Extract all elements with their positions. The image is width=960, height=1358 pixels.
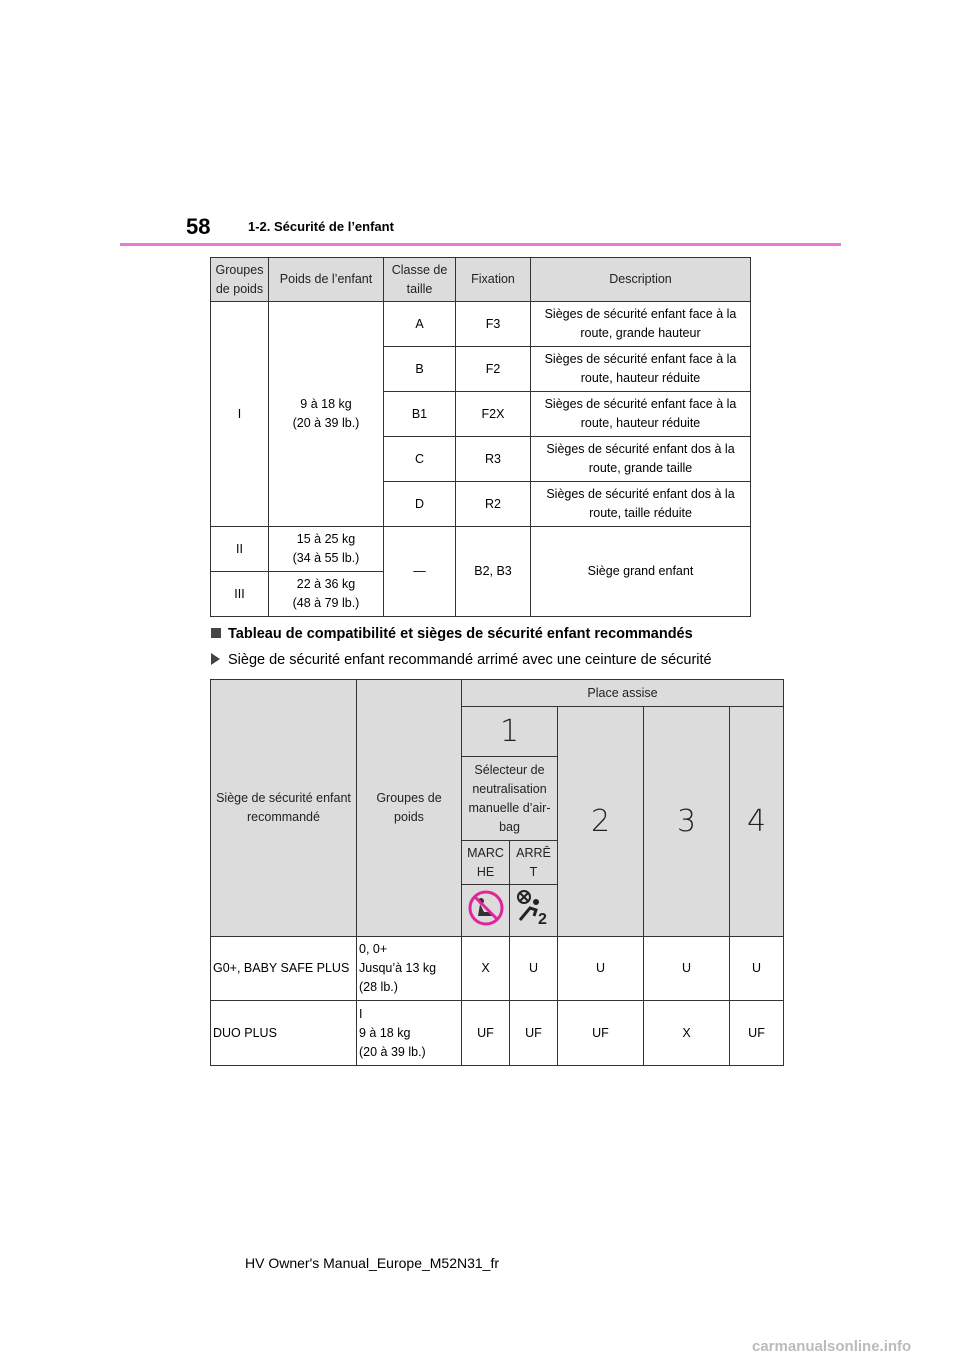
seat-model-cell: G0+, BABY SAFE PLUS <box>211 937 357 1001</box>
fixation-cell: B2, B3 <box>456 527 531 617</box>
header-rule <box>120 243 841 246</box>
group-cell: III <box>211 572 269 617</box>
col-header-fixation: Fixation <box>456 258 531 302</box>
section-heading: Tableau de compatibilité et sièges de sécurité enfant recommandés <box>211 626 693 642</box>
seat-4-icon: 4 <box>730 707 784 937</box>
value-cell: U <box>730 937 784 1001</box>
group-cell: 0, 0+ Jusqu’à 13 kg (28 lb.) <box>357 937 462 1001</box>
fixation-cell: F2X <box>456 392 531 437</box>
col-header-size-class: Classe de taille <box>384 258 456 302</box>
svg-text:2: 2 <box>537 910 547 928</box>
place-assise-header: Place assise <box>462 680 784 707</box>
value-cell: UF <box>462 1001 510 1066</box>
class-cell: — <box>384 527 456 617</box>
weight-cell: 15 à 25 kg (34 à 55 lb.) <box>269 527 384 572</box>
fixation-cell: R3 <box>456 437 531 482</box>
class-cell: A <box>384 302 456 347</box>
airbag-off-icon <box>462 885 510 937</box>
seat-model-cell: DUO PLUS <box>211 1001 357 1066</box>
description-cell: Sièges de sécurité enfant face à la route, hauteur réduite <box>531 347 751 392</box>
triangle-bullet-icon <box>211 653 220 665</box>
on-label: MARC HE <box>462 841 510 885</box>
sub-heading: Siège de sécurité enfant recommandé arrimé avec une ceinture de sécurité <box>211 652 712 668</box>
seat-1-icon: 1 <box>462 707 558 757</box>
footer-text: HV Owner's Manual_Europe_M52N31_fr <box>245 1255 500 1271</box>
class-cell: B1 <box>384 392 456 437</box>
value-cell: U <box>644 937 730 1001</box>
col-header-weight: Poids de l’enfant <box>269 258 384 302</box>
description-cell: Sièges de sécurité enfant face à la route, grande hauteur <box>531 302 751 347</box>
weight-cell: 9 à 18 kg (20 à 39 lb.) <box>269 302 384 527</box>
col-header-description: Description <box>531 258 751 302</box>
class-cell: C <box>384 437 456 482</box>
col-header-groups: Groupes de poids <box>357 680 462 937</box>
weight-cell: 22 à 36 kg (48 à 79 lb.) <box>269 572 384 617</box>
description-cell: Sièges de sécurité enfant dos à la route, grande taille <box>531 437 751 482</box>
group-cell: II <box>211 527 269 572</box>
seat-3-icon: 3 <box>644 707 730 937</box>
value-cell: U <box>558 937 644 1001</box>
value-cell: UF <box>510 1001 558 1066</box>
size-class-table <box>210 257 751 617</box>
value-cell: X <box>644 1001 730 1066</box>
col-header-seat: Siège de sécurité enfant recommandé <box>211 680 357 937</box>
fixation-cell: F3 <box>456 302 531 347</box>
value-cell: U <box>510 937 558 1001</box>
seat-2-icon: 2 <box>558 707 644 937</box>
fixation-cell: F2 <box>456 347 531 392</box>
compatibility-table <box>210 679 784 1066</box>
section-title: 1-2. Sécurité de l’enfant <box>248 219 394 234</box>
fixation-cell: R2 <box>456 482 531 527</box>
description-cell: Sièges de sécurité enfant face à la route, hauteur réduite <box>531 392 751 437</box>
group-cell: I <box>211 302 269 527</box>
airbag-selector-label: Sélecteur de neutralisation manuelle d’air- bag <box>462 757 558 841</box>
value-cell: UF <box>558 1001 644 1066</box>
off-label: ARRÊ T <box>510 841 558 885</box>
value-cell: UF <box>730 1001 784 1066</box>
class-cell: D <box>384 482 456 527</box>
page-number: 58 <box>186 214 211 239</box>
group-cell: I 9 à 18 kg (20 à 39 lb.) <box>357 1001 462 1066</box>
passenger-airbag-icon <box>510 885 558 937</box>
description-cell: Sièges de sécurité enfant dos à la route, taille réduite <box>531 482 751 527</box>
class-cell: B <box>384 347 456 392</box>
value-cell: X <box>462 937 510 1001</box>
description-cell: Siège grand enfant <box>531 527 751 617</box>
square-bullet-icon <box>211 628 221 638</box>
watermark: carmanualsonline.info <box>752 1338 912 1355</box>
col-header-groups: Groupes de poids <box>211 258 269 302</box>
